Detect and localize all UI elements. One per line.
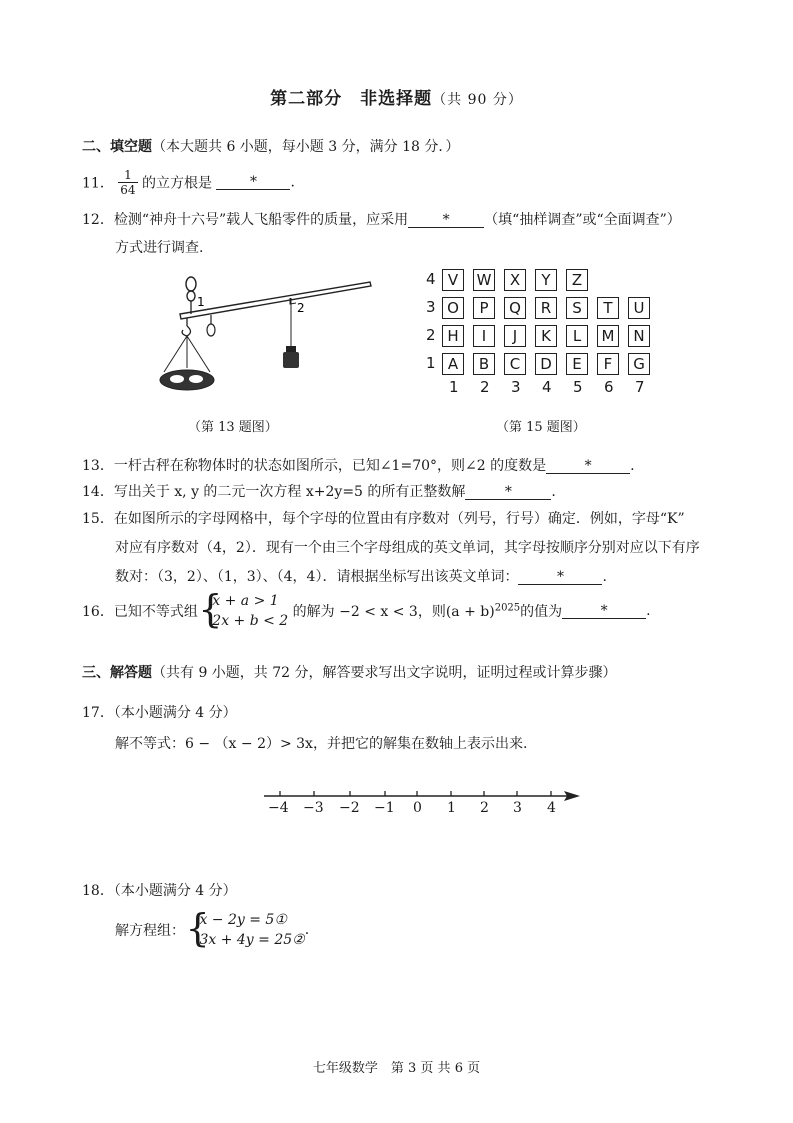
grid-letter: T	[597, 297, 619, 319]
grid-letter: Y	[535, 269, 557, 291]
question-13: 13．一杆古秤在称物体时的状态如图所示，已知∠1=70°，则∠2 的度数是 * .	[82, 458, 635, 474]
grid-letter: I	[473, 325, 495, 347]
row-label: 2	[426, 326, 436, 344]
page-footer: 七年级数学 第 3 页 共 6 页	[312, 1061, 481, 1076]
question-15: 15．在如图所示的字母网格中，每个字母的位置由有序数对（列号，行号）确定．例如，字母“K”	[82, 511, 685, 527]
col-label: 3	[511, 378, 521, 396]
grid-letter: L	[566, 325, 588, 347]
tick-label: 3	[513, 800, 522, 816]
letter-grid-figure	[420, 266, 670, 396]
col-label: 7	[635, 378, 645, 396]
grid-letter: V	[442, 269, 464, 291]
steelyard-figure	[150, 272, 380, 400]
part-subtitle: （共 90 分）	[432, 92, 523, 108]
row-label: 4	[426, 270, 436, 288]
grid-letter: G	[628, 353, 650, 375]
grid-letter: W	[473, 269, 495, 291]
tick-label: 0	[413, 800, 422, 816]
fraction: $\frac{1}{64}$	[120, 168, 136, 197]
grid-letter: Z	[566, 269, 588, 291]
question-18-header: 18．（本小题满分 4 分）	[82, 883, 237, 899]
section2-heading: 二、填空题（本大题共 6 小题，每小题 3 分，满分 18 分．）	[82, 139, 460, 155]
inequality-system: { x + a > 1 2x + b < 2	[202, 591, 288, 631]
grid-letter: B	[473, 353, 495, 375]
tick-label: −4	[268, 800, 289, 816]
question-15-line3: 数对：（3，2）、（1，3）、（4，4）．请根据坐标写出该英文单词： * .	[115, 569, 607, 585]
grid-letter: U	[628, 297, 650, 319]
question-12-line2: 方式进行调查.	[115, 240, 204, 256]
number-line-labels	[258, 800, 588, 820]
grid-letter: R	[535, 297, 557, 319]
tick-label: 2	[480, 800, 489, 816]
grid-letter: O	[442, 297, 464, 319]
answer-blank-13[interactable]: *	[546, 459, 630, 474]
tick-label: −3	[303, 800, 324, 816]
question-16: 16．已知不等式组 { x + a > 1 2x + b < 2 的解为 −2 < x < 3，则$(a + b)^{2025}$的值为 * .	[82, 591, 651, 631]
figure-13-caption: （第 13 题图）	[188, 420, 278, 435]
svg-text:2: 2	[297, 301, 305, 315]
figure-15-caption: （第 15 题图）	[496, 420, 586, 435]
grid-letter: A	[442, 353, 464, 375]
grid-letter: M	[597, 325, 619, 347]
col-label: 4	[542, 378, 552, 396]
col-label: 2	[480, 378, 490, 396]
grid-letter: H	[442, 325, 464, 347]
question-15-line2: 对应有序数对（4，2）．现有一个由三个字母组成的英文单词，其字母按顺序分别对应以下有序	[115, 540, 700, 556]
col-label: 1	[449, 378, 459, 396]
grid-letter: C	[504, 353, 526, 375]
grid-letter: S	[566, 297, 588, 319]
question-11: 11． $\frac{1}{64}$ 的立方根是 * .	[82, 168, 295, 197]
row-label: 3	[426, 298, 436, 316]
answer-blank-15[interactable]: *	[518, 570, 602, 585]
answer-blank-16[interactable]: *	[562, 604, 646, 619]
grid-letter: F	[597, 353, 619, 375]
grid-letter: P	[473, 297, 495, 319]
svg-text:1: 1	[197, 295, 205, 309]
question-17-header: 17．（本小题满分 4 分）	[82, 705, 237, 721]
grid-letter: Q	[504, 297, 526, 319]
grid-letter: X	[504, 269, 526, 291]
answer-blank-11[interactable]: *	[216, 175, 290, 190]
tick-label: −1	[374, 800, 395, 816]
grid-letter: J	[504, 325, 526, 347]
answer-blank-14[interactable]: *	[465, 485, 551, 500]
question-14: 14．写出关于 x, y 的二元一次方程 x+2y=5 的所有正整数解 * .	[82, 484, 556, 500]
part-title: 第二部分 非选择题（共 90 分）	[270, 89, 523, 109]
grid-letter: D	[535, 353, 557, 375]
col-label: 5	[573, 378, 583, 396]
question-17-text: 解不等式：6 − （x − 2）> 3x，并把它的解集在数轴上表示出来.	[115, 736, 528, 752]
question-18-text: 解方程组： { x − 2y = 5① 3x + 4y = 25②.	[115, 910, 309, 950]
question-12: 12．检测“神舟十六号”载人飞船零件的质量，应采用 * （填“抽样调查”或“全面调查”）	[82, 212, 681, 228]
grid-letter: N	[628, 325, 650, 347]
tick-label: −2	[339, 800, 360, 816]
row-label: 1	[426, 354, 436, 372]
grid-letter: E	[566, 353, 588, 375]
section3-heading: 三、解答题（共有 9 小题，共 72 分，解答要求写出文字说明，证明过程或计算步骤）	[82, 665, 617, 681]
answer-blank-12[interactable]: *	[408, 213, 484, 228]
grid-letter: K	[535, 325, 557, 347]
col-label: 6	[604, 378, 614, 396]
tick-label: 1	[447, 800, 456, 816]
equation-system: { x − 2y = 5① 3x + 4y = 25②	[189, 910, 304, 950]
tick-label: 4	[547, 800, 556, 816]
